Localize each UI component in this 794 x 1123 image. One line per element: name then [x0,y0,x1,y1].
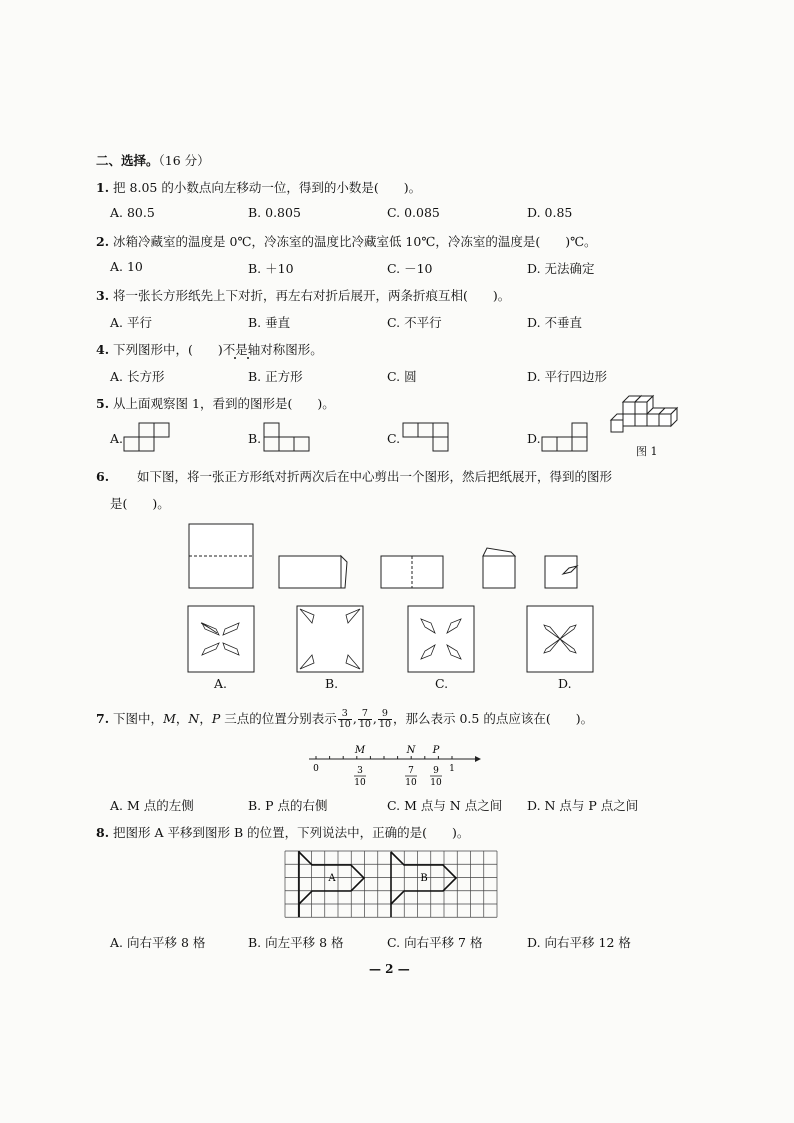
option-b[interactable]: B. 垂直 [248,315,291,330]
number-line-frac-n-den: 10 [405,778,417,788]
point-m-label: M [163,711,176,726]
question-5 [96,394,335,412]
fraction-denominator: 10 [358,719,371,730]
number-line-frac-n-num: 7 [408,766,414,776]
question-text-a: 下图中， [113,711,164,726]
fraction-numerator: 3 [338,709,352,720]
question-text: 如下图，将一张正方形纸对折两次后在中心剪出一个图形，然后把纸展开，得到的图形 [137,469,613,484]
question-number: 1. [96,180,110,195]
number-line-frac-m-num: 3 [357,766,363,776]
question-2 [96,232,597,250]
translation-grid [285,851,499,919]
question-7: 7. 下图中，M，N，P 三点的位置分别表示 $\frac{3}{10}$ , $\frac{7}{10}$ , $\frac{9}{10}$ ，那么表示 0.5 的点应该在( )。 [96,708,594,730]
figure-1-caption: 图 1 [636,445,658,458]
question-1 [96,178,421,196]
option-b[interactable]: B. 0.805 [248,205,301,220]
folding-steps-diagram [185,522,585,594]
fraction-p [378,709,392,730]
option-c[interactable]: C. 0.085 [387,205,440,220]
question-number: 8. [96,825,110,840]
option-a[interactable]: A. 长方形 [110,369,165,384]
fraction-numerator: 9 [378,709,392,720]
point-p-label: P [211,711,221,726]
option-d[interactable]: D. 平行四边形 [527,369,608,384]
fraction-denominator: 10 [338,719,351,730]
option-d-figure [526,605,596,675]
option-a[interactable]: A. 80.5 [110,205,155,220]
option-d[interactable]: D. N 点与 P 点之间 [527,798,639,813]
fraction-n [358,709,372,730]
option-a-figure-lower [123,422,177,452]
section-score: （16 分） [158,153,210,168]
question-number: 6. [96,469,110,484]
option-a[interactable]: A. M 点的左侧 [110,798,194,813]
option-c[interactable]: C. M 点与 N 点之间 [387,798,503,813]
number-line-label-1: 1 [449,764,455,774]
number-line-frac-p-den: 10 [430,778,442,788]
question-6 [96,467,612,485]
option-a[interactable]: A. [110,431,124,446]
number-line-point-n: N [406,745,416,756]
option-d[interactable]: D. 无法确定 [527,261,595,276]
question-number: 7. [96,711,110,726]
option-b[interactable]: B. ＋10 [248,261,294,276]
question-6-text-cont: 是( )。 [110,496,170,511]
option-b[interactable]: B. [325,676,339,691]
page-number: — 2 — [369,962,410,976]
question-text: 下列图形中，( )不是轴对称图形。 [113,342,323,357]
shape-a-label: A [328,873,336,884]
option-b[interactable]: B. [248,431,262,446]
option-c[interactable]: C. 圆 [387,369,417,384]
shape-b-label: B [420,873,428,884]
option-b-figure [296,605,366,675]
option-b[interactable]: B. 正方形 [248,369,303,384]
option-b[interactable]: B. 向左平移 8 格 [248,935,344,950]
option-a[interactable]: A. 向右平移 8 格 [110,935,206,950]
question-number: 4. [96,342,110,357]
option-c[interactable]: C. 不平行 [387,315,442,330]
option-a-figure [187,605,257,675]
number-line-point-p: P [432,745,440,756]
question-text: 从上面观察图 1，看到的图形是( )。 [113,396,335,411]
point-n-label: N [188,711,200,726]
option-c[interactable]: C. 向右平移 7 格 [387,935,483,950]
question-4 [96,340,323,358]
number-line-frac-p-num: 9 [433,766,439,776]
option-b-figure [263,422,317,454]
section-title [96,151,210,169]
option-c-figure [402,422,456,454]
option-d[interactable]: D. 0.85 [527,205,573,220]
number-line-frac-m-den: 10 [354,778,366,788]
question-text-h: ，那么表示 0.5 的点应该在( )。 [393,711,594,726]
question-3 [96,286,510,304]
number-line-label-0: 0 [313,764,319,774]
question-text: 把图形 A 平移到图形 B 的位置，下列说法中，正确的是( )。 [113,825,470,840]
fraction-denominator: 10 [378,719,391,730]
section-title-text: 二、选择。 [96,153,159,168]
option-b[interactable]: B. P 点的右侧 [248,798,328,813]
question-number: 2. [96,234,110,249]
emphasis-dot [234,357,236,359]
question-number: 5. [96,396,110,411]
option-d[interactable]: D. [527,431,541,446]
question-number: 3. [96,288,110,303]
question-text: 冰箱冷藏室的温度是 0℃，冷冻室的温度比冷藏室低 10℃，冷冻室的温度是( )℃。 [113,234,597,249]
option-d[interactable]: D. 向右平移 12 格 [527,935,631,950]
option-a[interactable]: A. [214,676,228,691]
option-c[interactable]: C. [387,431,401,446]
option-a[interactable]: A. 10 [110,259,143,274]
cube-figure-1 [609,392,689,442]
question-text-e: ， [199,711,212,726]
question-8 [96,823,469,841]
question-text-g: 三点的位置分别表示 [220,711,337,726]
number-line [305,741,485,789]
option-c[interactable]: C. [435,676,449,691]
question-text-c: ， [175,711,189,726]
option-d-figure [541,422,595,454]
fraction-m [338,709,352,730]
option-c[interactable]: C. －10 [387,261,433,276]
option-a[interactable]: A. 平行 [110,315,152,330]
option-d[interactable]: D. [558,676,572,691]
question-text: 将一张长方形纸先上下对折，再左右对折后展开，两条折痕互相( )。 [113,288,511,303]
option-c-figure [407,605,477,675]
number-line-point-m: M [354,745,366,756]
option-d[interactable]: D. 不垂直 [527,315,583,330]
fraction-numerator: 7 [358,709,372,720]
question-text: 把 8.05 的小数点向左移动一位，得到的小数是( )。 [113,180,422,195]
emphasis-dot [247,357,249,359]
